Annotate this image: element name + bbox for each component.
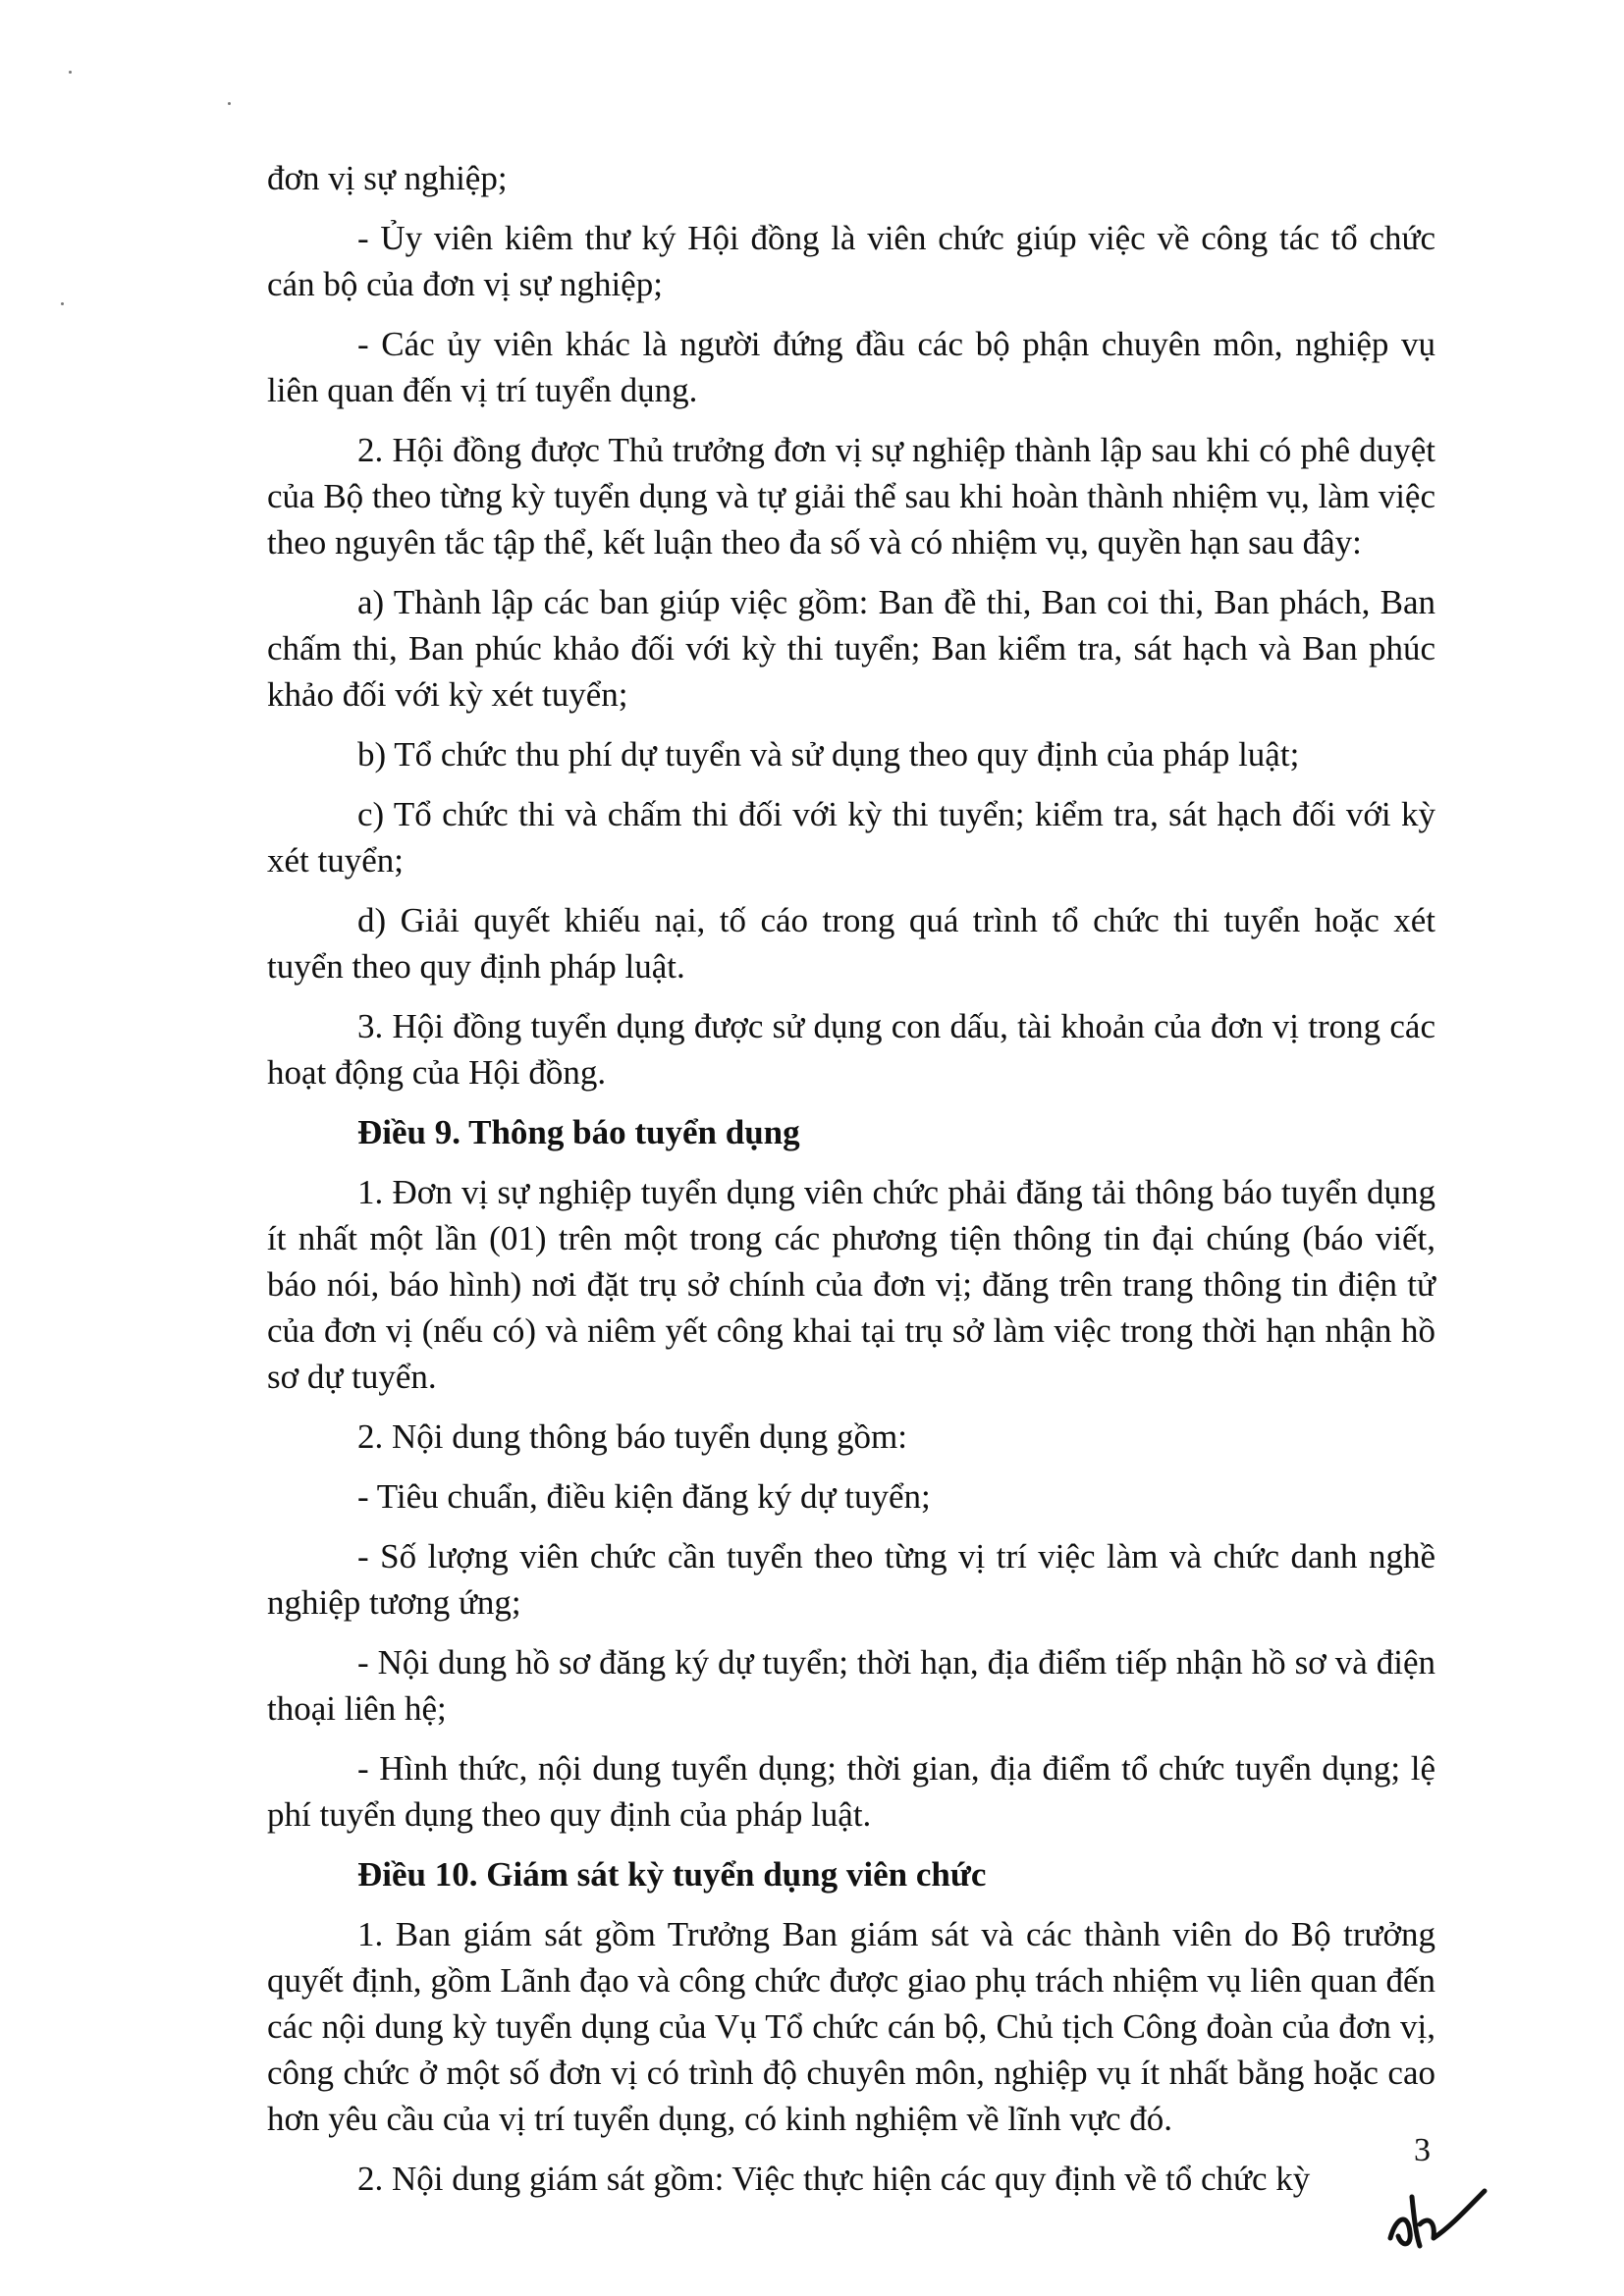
page-number: 3 [1414, 2132, 1431, 2168]
paragraph: - Nội dung hồ sơ đăng ký dự tuyển; thời hạn, địa điểm tiếp nhận hồ sơ và điện thoại liên hệ; [267, 1643, 1435, 1728]
scan-speck [69, 71, 72, 74]
paragraph: 1. Đơn vị sự nghiệp tuyển dụng viên chức phải đăng tải thông báo tuyển dụng ít nhất một lần (01) trên một trong các phương tiện thông tin đại chúng (báo viết, báo nói, báo hình) nơi đặt trụ sở chính của đơn vị; đăng trên trang thông tin điện tử của đơn vị (nếu có) và niêm yết công khai tại trụ sở làm việc trong thời hạn nhận hồ sơ dự tuyển. [267, 1173, 1435, 1396]
paragraph: 2. Hội đồng được Thủ trưởng đơn vị sự nghiệp thành lập sau khi có phê duyệt của Bộ theo từng kỳ tuyển dụng và tự giải thể sau khi hoàn thành nhiệm vụ, làm việc theo nguyên tắc tập thể, kết luận theo đa số và có nhiệm vụ, quyền hạn sau đây: [267, 431, 1435, 561]
scan-speck [228, 102, 231, 105]
paragraph: - Số lượng viên chức cần tuyển theo từng vị trí việc làm và chức danh nghề nghiệp tương ứng; [267, 1537, 1435, 1622]
paragraph: - Các ủy viên khác là người đứng đầu các bộ phận chuyên môn, nghiệp vụ liên quan đến vị trí tuyển dụng. [267, 325, 1435, 409]
paragraph: a) Thành lập các ban giúp việc gồm: Ban đề thi, Ban coi thi, Ban phách, Ban chấm thi, Ban phúc khảo đối với kỳ thi tuyển; Ban kiểm tra, sát hạch và Ban phúc khảo đối với kỳ xét tuyển; [267, 583, 1435, 714]
paragraph: đơn vị sự nghiệp; [267, 159, 508, 197]
article-heading: Điều 9. Thông báo tuyển dụng [357, 1113, 800, 1151]
paragraph: 3. Hội đồng tuyển dụng được sử dụng con dấu, tài khoản của đơn vị trong các hoạt động của Hội đồng. [267, 1007, 1435, 1092]
paragraph: 2. Nội dung giám sát gồm: Việc thực hiện các quy định về tổ chức kỳ [357, 2160, 1311, 2198]
article-heading: Điều 10. Giám sát kỳ tuyển dụng viên chức [357, 1855, 987, 1894]
paragraph: d) Giải quyết khiếu nại, tố cáo trong quá trình tổ chức thi tuyển hoặc xét tuyển theo quy định pháp luật. [267, 901, 1435, 986]
paragraph: c) Tổ chức thi và chấm thi đối với kỳ thi tuyển; kiểm tra, sát hạch đối với kỳ xét tuyển; [267, 795, 1435, 880]
paragraph: b) Tổ chức thu phí dự tuyển và sử dụng theo quy định của pháp luật; [357, 735, 1300, 774]
paragraph: 1. Ban giám sát gồm Trưởng Ban giám sát và các thành viên do Bộ trưởng quyết định, gồm Lãnh đạo và công chức được giao phụ trách nhiệm vụ liên quan đến các nội dung kỳ tuyển dụng của Vụ Tổ chức cán bộ, Chủ tịch Công đoàn của đơn vị, công chức ở một số đơn vị có trình độ chuyên môn, nghiệp vụ ít nhất bằng hoặc cao hơn yêu cầu của vị trí tuyển dụng, có kinh nghiệm về lĩnh vực đó. [267, 1915, 1435, 2138]
paragraph: 2. Nội dung thông báo tuyển dụng gồm: [357, 1417, 907, 1456]
paragraph: - Tiêu chuẩn, điều kiện đăng ký dự tuyển; [357, 1477, 931, 1516]
paragraph: - Hình thức, nội dung tuyển dụng; thời gian, địa điểm tổ chức tuyển dụng; lệ phí tuyển dụng theo quy định của pháp luật. [267, 1749, 1435, 1834]
scan-speck [61, 302, 64, 305]
document-body [267, 155, 1435, 2216]
paragraph: - Ủy viên kiêm thư ký Hội đồng là viên chức giúp việc về công tác tổ chức cán bộ của đơn vị sự nghiệp; [267, 219, 1435, 303]
initials-signature-icon [1382, 2177, 1490, 2256]
